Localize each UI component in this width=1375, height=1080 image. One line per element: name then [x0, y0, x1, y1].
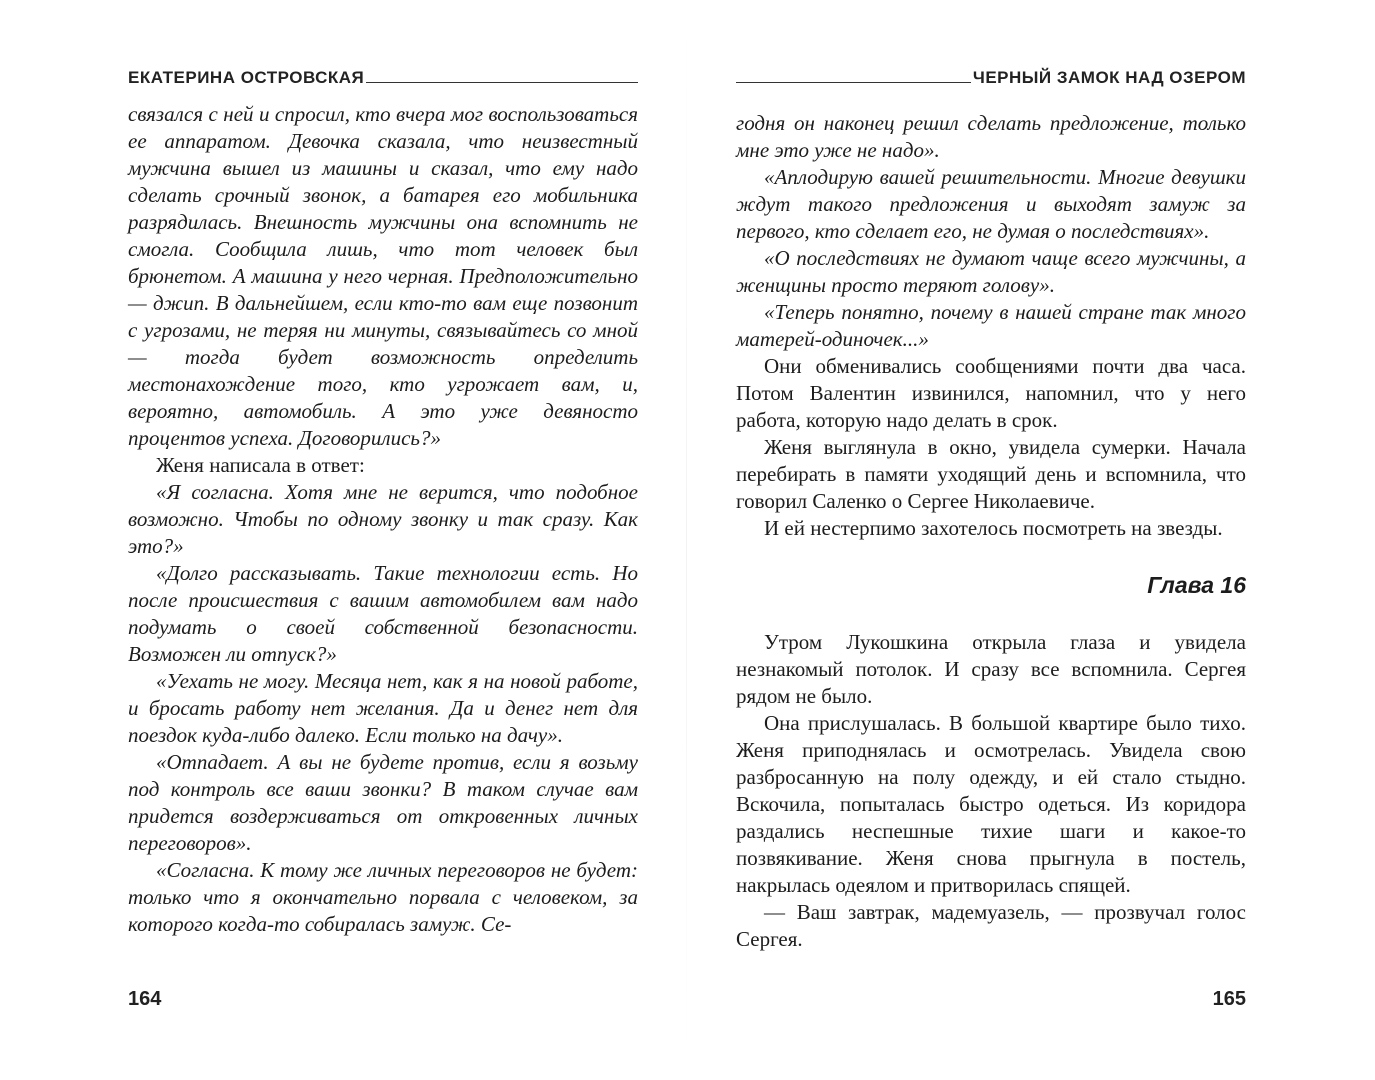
author-name: ЕКАТЕРИНА ОСТРОВСКАЯ — [128, 68, 365, 87]
left-page-text — [128, 101, 638, 938]
chapter-heading: Глава 16 — [1147, 572, 1246, 598]
paragraph: «Отпадает. А вы не будете против, если я возьму под контроль все ваши звонки? В таком случае вам придется воздерживаться от откровенных личных переговоров». — [128, 750, 638, 855]
left-page — [128, 0, 638, 1080]
paragraph: «Согласна. К тому же личных переговоров не будет: только что я окончательно порвала с человеком, за которого когда-то собиралась замуж. Се- — [128, 858, 638, 936]
paragraph: — Ваш завтрак, мадемуазель, — прозвучал голос Сергея. — [736, 900, 1246, 951]
paragraph: Утром Лукошкина открыла глаза и увидела незнакомый потолок. И сразу все вспомнила. Сергея рядом не было. — [736, 630, 1246, 708]
paragraph: годня он наконец решил сделать предложение, только мне это уже не надо». — [736, 111, 1246, 162]
paragraph: «О последствиях не думают чаще всего мужчины, а женщины просто теряют голову». — [736, 246, 1246, 297]
paragraph: Она прислушалась. В большой квартире было тихо. Женя приподнялась и осмотрелась. Увидела свою разбросанную на полу одежду, и ей стало стыдно. Вскочила, попыталась быстро одеться. Из коридора раздались неспешные тихие шаги и какое-то позвякивание. Женя снова прыгнула в постель, накрылась одеялом и притворилась спящей. — [736, 711, 1246, 897]
book-title: ЧЕРНЫЙ ЗАМОК НАД ОЗЕРОМ — [972, 68, 1246, 87]
book-gutter — [686, 20, 687, 1060]
paragraph: «Долго рассказывать. Такие технологии есть. Но после происшествия с вашим автомобилем вам надо подумать о своей собственной безопасности. Возможен ли отпуск?» — [128, 561, 638, 666]
running-header-right — [736, 58, 1246, 88]
page-number-left: 164 — [128, 988, 162, 1010]
paragraph: Они обменивались сообщениями почти два часа. Потом Валентин извинился, напомнил, что у него работа, которую надо делать в срок. — [736, 354, 1246, 432]
page-number-right: 165 — [1212, 988, 1246, 1010]
paragraph: Женя выглянула в окно, увидела сумерки. Начала перебирать в памяти уходящий день и вспомнила, что говорил Саленко о Сергее Николаевиче. — [736, 435, 1246, 513]
paragraph: И ей нестерпимо захотелось посмотреть на звезды. — [764, 516, 1223, 540]
paragraph: Женя написала в ответ: — [156, 453, 365, 477]
paragraph: «Уехать не могу. Месяца нет, как я на новой работе, и бросать работу нет желания. Да и денег нет для поездок куда-либо далеко. Если только на дачу». — [128, 669, 638, 747]
paragraph: связался с ней и спросил, кто вчера мог воспользоваться ее аппаратом. Девочка сказала, что неизвестный мужчина вышел из машины и сказал, что ему надо сделать срочный звонок, а батарея его мобильника разрядилась. Внешность мужчины она вспомнить не смогла. Сообщила лишь, что тот человек был брюнетом. А машина у него черная. Предположительно — джип. В дальнейшем, если кто-то вам еще позвонит с угрозами, не теряя ни минуты, связывайтесь со мной — тогда будет возможность определить местонахождение того, кто угрожает вам, и, вероятно, автомобиль. А это уже девяносто процентов успеха. Договорились?» — [128, 102, 638, 450]
paragraph: «Теперь понятно, почему в нашей стране так много матерей-одиночек...» — [736, 300, 1246, 351]
right-page — [736, 0, 1246, 1080]
header-rule — [736, 82, 971, 83]
right-page-text — [736, 110, 1246, 953]
header-rule — [366, 82, 638, 83]
paragraph: «Я согласна. Хотя мне не верится, что подобное возможно. Чтобы по одному звонку и так сразу. Как это?» — [128, 480, 638, 558]
paragraph: «Аплодирую вашей решительности. Многие девушки ждут такого предложения и выходят замуж за первого, кто сделает его, не думая о последствиях». — [736, 165, 1246, 243]
running-header-left — [128, 58, 638, 88]
